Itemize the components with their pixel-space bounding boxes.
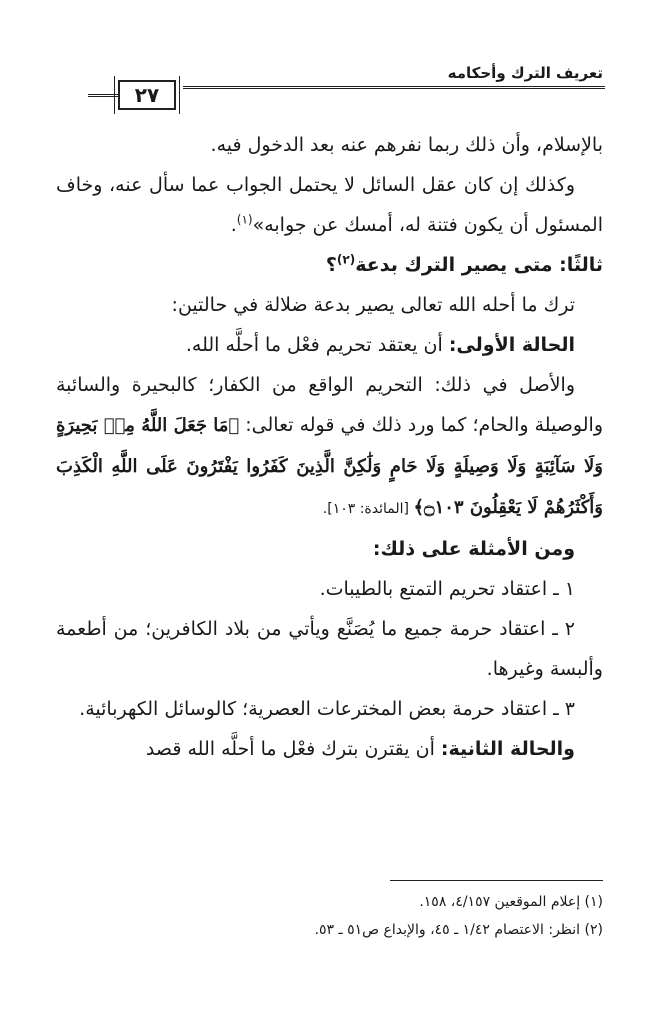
footnote-ref: (٢) (336, 252, 356, 267)
footnote-1: (١) إعلام الموقعين ٤/١٥٧، ١٥٨. (419, 894, 603, 910)
paragraph-text: ترك ما أحله الله تعالى يصير بدعة ضلالة في حالتين: (171, 294, 575, 316)
verse-reference: [المائدة: ١٠٣]. (322, 501, 414, 517)
quran-verse: مَا جَعَلَ اللَّهُ مِنۢ بَحِيرَةٍ وَلَا سَآئِبَةٍ وَلَا وَصِيلَةٍ وَلَا حَامٍ وَلَٰكِنَّ الَّذِينَ كَفَرُوا يَفْتَرُونَ عَلَى اللَّهِ الْكَذِبَ وَأَكْثَرُهُمْ لَا يَعْقِلُونَ ۝١٠٣ (56, 415, 603, 518)
section-heading (56, 245, 603, 285)
paragraph-text: بالإسلام، وأن ذلك ربما نفرهم عنه بعد الدخول فيه. (210, 134, 603, 156)
footnote-ref: (١) (236, 212, 253, 227)
page-number-box (118, 80, 176, 110)
paragraph-case-1 (56, 325, 603, 365)
examples-heading (56, 529, 603, 569)
page-number: ٢٧ (134, 83, 160, 107)
paragraph-text: . (230, 214, 237, 236)
paragraph-text: والأصل في ذلك: التحريم الواقع من الكفار؛ كالبحيرة والسائبة والوصيلة والحام؛ كما ورد ذلك في قوله تعالى: (56, 374, 603, 436)
example-item-2 (56, 609, 603, 689)
example-item-3 (56, 689, 603, 729)
quran-bracket-open: ﴿ (228, 415, 240, 436)
list-item: ٣ ـ اعتقاد حرمة بعض المخترعات العصرية؛ كالوسائل الكهربائية. (79, 698, 575, 720)
paragraph-intro (56, 285, 603, 325)
footnote-2: (٢) انظر: الاعتصام ١/٤٢ ـ ٤٥، والإبداع ص٥١ ـ ٥٣. (314, 922, 603, 938)
case-label: الحالة الأولى: (448, 334, 575, 356)
paragraph-origin (56, 365, 603, 529)
header-rule (183, 86, 605, 89)
heading-text: ومن الأمثلة على ذلك: (372, 538, 575, 560)
body-text (56, 125, 603, 769)
example-item-1 (56, 569, 603, 609)
paragraph-text: وكذلك إن كان عقل السائل لا يحتمل الجواب عما سأل عنه، وخاف المسئول أن يكون فتنة له، أمسك عن جوابه» (56, 174, 603, 236)
paragraph-case-2 (56, 729, 603, 769)
paragraph-text: أن يعتقد تحريم فعْل ما أحلَّه الله. (185, 334, 449, 356)
heading-text: ؟ (325, 254, 337, 276)
paragraph-text: أن يقترن بترك فعْل ما أحلَّه الله قصد (145, 738, 441, 760)
running-title: تعريف الترك وأحكامه (447, 64, 603, 82)
footnote-rule (390, 880, 603, 881)
paragraph-continuation (56, 125, 603, 165)
case-label: والحالة الثانية: (440, 738, 575, 760)
list-item: ١ ـ اعتقاد تحريم التمتع بالطيبات. (319, 578, 575, 600)
list-item: ٢ ـ اعتقاد حرمة جميع ما يُصَنَّع ويأتي من بلاد الكافرين؛ من أطعمة وألبسة وغيرها. (56, 618, 603, 680)
paragraph-quote-end (56, 165, 603, 245)
footnotes (56, 888, 603, 944)
quran-bracket-close: ﴾ (413, 497, 424, 518)
heading-text: ثالثًا: متى يصير الترك بدعة (355, 254, 603, 276)
